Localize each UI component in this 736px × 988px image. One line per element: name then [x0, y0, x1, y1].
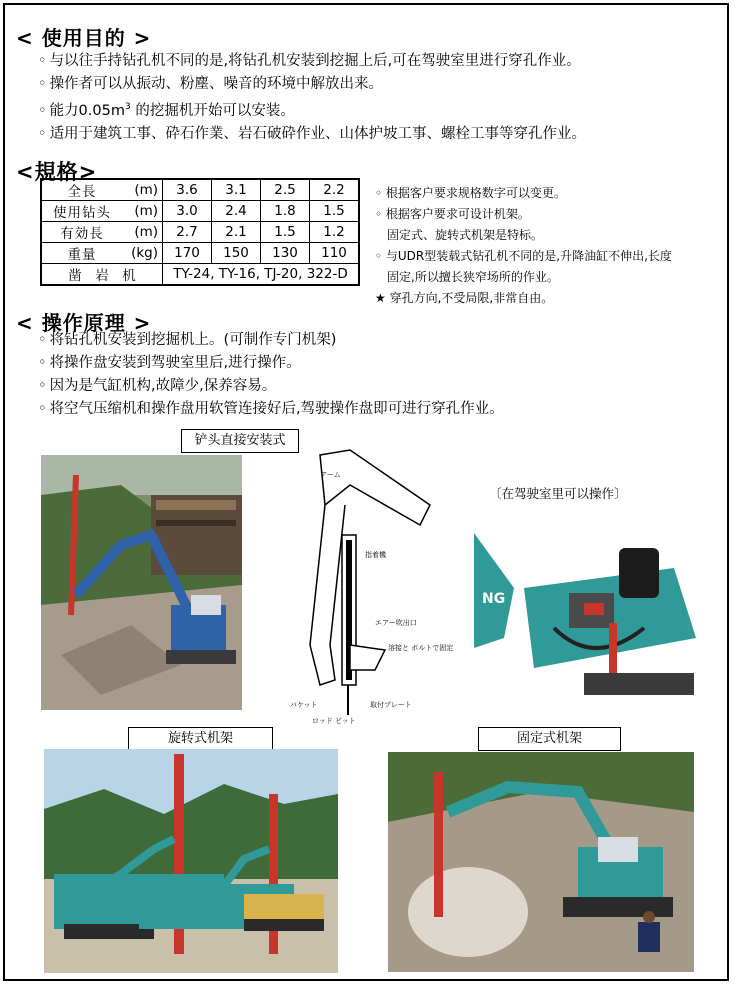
- diagram-label-bolt: 溶接と ボルトで固定: [388, 644, 454, 652]
- purpose-item: [38, 96, 586, 123]
- spec-cell: 2.1: [212, 222, 261, 243]
- capacity-suffix: 的挖掘机开始可以安装。: [130, 102, 295, 119]
- principle-item: ◦ 将钻孔机安装到挖掘机上。(可制作专门机架): [38, 329, 504, 352]
- spec-note: ◦ 与UDR型装载式钻孔机不同的是,升降油缸不伸出,长度: [375, 249, 672, 263]
- spec-cell: 1.5: [261, 222, 310, 243]
- caption-cab-operation: 〔在驾驶室里可以操作〕: [489, 486, 627, 501]
- svg-text:NG: NG: [482, 591, 506, 607]
- spec-cell: 3.1: [212, 179, 261, 201]
- spec-row-name: 有効長: [41, 222, 122, 243]
- drill-models: TY-24, TY-16, TJ-20, 322-D: [163, 264, 360, 286]
- spec-row-name: 全長: [41, 179, 122, 201]
- diagram-label-plate: 取付プレート: [370, 701, 412, 709]
- spec-note: 固定,所以擅长狭窄场所的作业。: [375, 270, 559, 284]
- spec-cell: 2.7: [163, 222, 212, 243]
- spec-row: [41, 179, 359, 201]
- spec-row-name: 重量: [41, 243, 122, 264]
- diagram-attachment: [290, 445, 470, 735]
- spec-cell: 3.6: [163, 179, 212, 201]
- drill-label: 凿 岩 机: [41, 264, 163, 286]
- spec-row: [41, 243, 359, 264]
- purpose-list: [38, 50, 586, 146]
- photo-rotary-frame: [44, 749, 338, 973]
- principle-item: ◦ 将空气压缩机和操作盘用软管连接好后,驾驶操作盘即可进行穿孔作业。: [38, 398, 504, 421]
- photo-cab-operation: [474, 528, 698, 698]
- diagram-label-rod: ロッド ビット: [312, 717, 356, 725]
- spec-cell: 2.5: [261, 179, 310, 201]
- photo-bucket-mount: [41, 455, 242, 710]
- spec-cell: 2.4: [212, 201, 261, 222]
- caption-rotary-frame: 旋转式机架: [128, 727, 273, 751]
- spec-cell: 1.8: [261, 201, 310, 222]
- spec-cell: 110: [310, 243, 360, 264]
- spec-cell: 130: [261, 243, 310, 264]
- diagram-label-arm: アーム: [320, 471, 341, 479]
- spec-note: 固定式、旋转式机架是特标。: [375, 228, 544, 242]
- capacity-sup: 3: [124, 102, 131, 112]
- spec-notes: [375, 183, 672, 309]
- principle-heading: < 操作原理 >: [16, 311, 152, 335]
- spec-row-name: 使用钻头: [41, 201, 122, 222]
- spec-cell: 2.2: [310, 179, 360, 201]
- spec-table: [40, 178, 360, 286]
- diagram-label-guide: 指着機: [365, 551, 386, 559]
- diagram-label-bucket: バケット: [290, 701, 318, 709]
- spec-row-drill: [41, 264, 359, 286]
- spec-note: ◦ 根据客户要求可设计机架。: [375, 207, 530, 221]
- spec-note: ◦ 根据客户要求规格数字可以变更。: [375, 186, 566, 200]
- spec-row: [41, 201, 359, 222]
- spec-cell: 3.0: [163, 201, 212, 222]
- capacity-prefix: 能力0.05m: [49, 102, 125, 119]
- spec-cell: 1.5: [310, 201, 360, 222]
- spec-cell: 1.2: [310, 222, 360, 243]
- spec-row: [41, 222, 359, 243]
- purpose-item: ◦ 操作者可以从振动、粉塵、噪音的环境中解放出来。: [38, 73, 586, 96]
- spec-row-unit: (kg): [122, 243, 163, 264]
- caption-bucket-mount: 铲头直接安装式: [181, 429, 299, 453]
- caption-fixed-frame: 固定式机架: [478, 727, 621, 751]
- spec-row-unit: (m): [122, 222, 163, 243]
- spec-cell: 150: [212, 243, 261, 264]
- principle-item: ◦ 因为是气缸机构,故障少,保养容易。: [38, 375, 504, 398]
- principle-item: ◦ 将操作盘安装到驾驶室里后,进行操作。: [38, 352, 504, 375]
- spec-cell: 170: [163, 243, 212, 264]
- spec-row-unit: (m): [122, 201, 163, 222]
- purpose-item: ◦ 适用于建筑工事、砕石作業、岩石破砕作业、山体护坡工事、螺栓工事等穿孔作业。: [38, 123, 586, 146]
- principle-list: [38, 329, 504, 421]
- spec-row-unit: (m): [122, 179, 163, 201]
- purpose-item: ◦ 与以往手持钻孔机不同的是,将钻孔机安装到挖掘上后,可在驾驶室里进行穿孔作业。: [38, 50, 586, 73]
- photo-fixed-frame: [388, 752, 694, 972]
- diagram-label-air: エアー吹出口: [375, 619, 417, 627]
- spec-note: ★ 穿孔方向,不受局限,非常自由。: [375, 291, 554, 305]
- spec-heading: <規格>: [16, 160, 98, 184]
- purpose-heading: < 使用目的 >: [16, 26, 152, 50]
